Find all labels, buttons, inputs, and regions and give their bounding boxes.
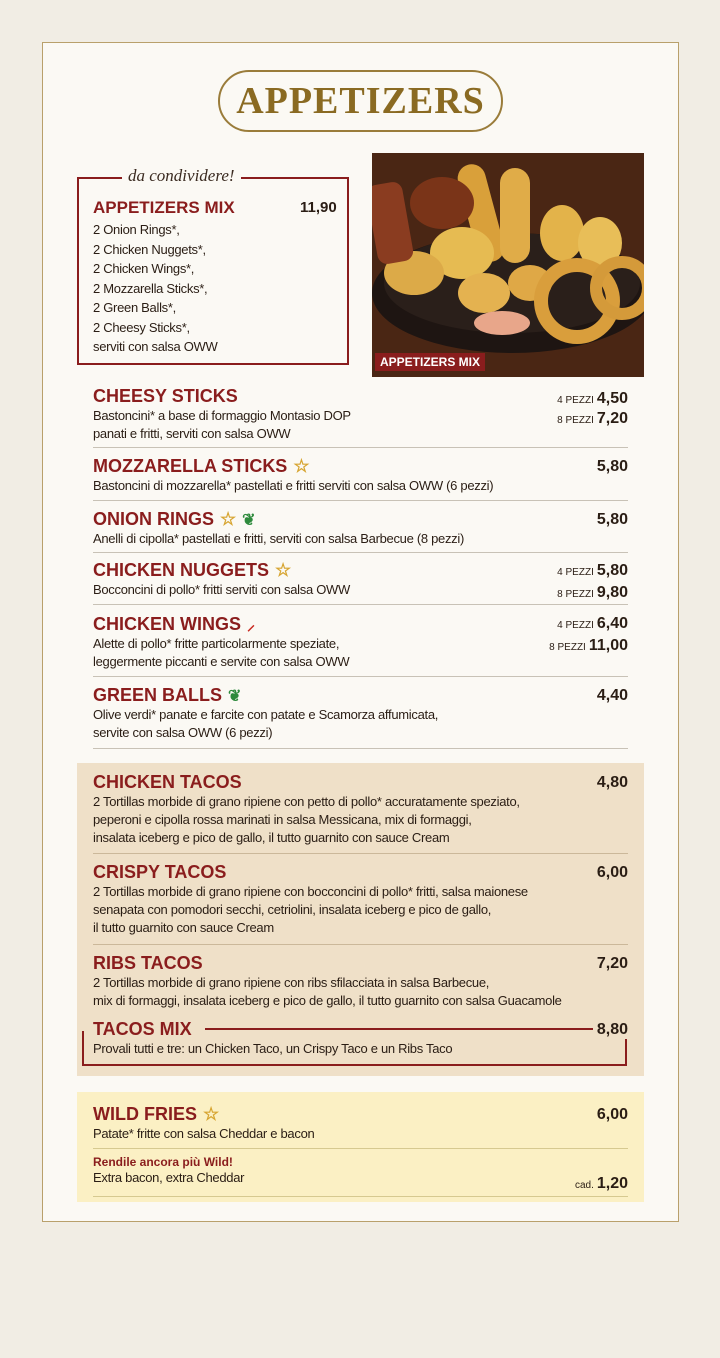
divider [93, 604, 628, 605]
divider [93, 944, 628, 945]
item-qty: 4 PEZZI [557, 620, 594, 631]
item-price: 6,00 [596, 864, 628, 881]
menu-item-cheesy-sticks [93, 386, 628, 443]
item-desc: Bocconcini di pollo* fritti serviti con salsa OWW [93, 582, 350, 597]
divider [93, 676, 628, 677]
mix-price: 11,90 [300, 199, 337, 216]
divider [93, 1148, 628, 1149]
divider [93, 552, 628, 553]
item-qty: 4 PEZZI [557, 395, 594, 406]
extras-desc: Extra bacon, extra Cheddar [93, 1170, 245, 1185]
item-desc: Alette di pollo* fritte particolarmente speziate, leggermente piccanti e servite con salsa OWW [93, 636, 350, 669]
star-icon: ☆ [203, 1104, 220, 1124]
item-price: 4,80 [596, 774, 628, 791]
menu-item-mozzarella-sticks [93, 456, 628, 495]
menu-item-ribs-tacos [93, 953, 628, 1010]
menu-item-chicken-nuggets [93, 560, 628, 599]
item-price: 6,00 [596, 1106, 628, 1123]
share-tag: da condividere! [122, 166, 241, 186]
mix-item: 2 Green Balls*, [93, 300, 176, 315]
item-name: CHICKEN WINGS [93, 613, 241, 634]
mix-item: 2 Chicken Wings*, [93, 261, 195, 276]
item-price: 6,40 [596, 615, 628, 632]
item-price: 11,00 [588, 637, 628, 654]
mix-item: 2 Mozzarella Sticks*, [93, 280, 208, 296]
item-desc: Bastoncini* a base di formaggio Montasio DOP panati e fritti, serviti con salsa OWW [93, 408, 351, 441]
divider [93, 748, 628, 749]
mix-item: 2 Onion Rings*, [93, 222, 180, 237]
star-icon: ☆ [293, 456, 310, 476]
menu-item-chicken-wings [93, 613, 628, 671]
item-qty: 8 PEZZI [549, 642, 586, 653]
item-price: 5,80 [596, 511, 628, 528]
item-price: 9,80 [596, 584, 628, 601]
item-name: WILD FRIES [93, 1104, 197, 1124]
item-desc: 2 Tortillas morbide di grano ripiene con ribs sfilacciata in salsa Barbecue, mix di formaggi, insalata iceberg e pico de gallo, il tutto guarnito con salsa Guacamole [93, 975, 562, 1008]
chili-pepper-icon: ⸝ [247, 617, 256, 634]
star-icon: ☆ [220, 509, 237, 529]
item-price: 7,20 [596, 410, 628, 427]
menu-item-onion-rings [93, 509, 628, 548]
item-name: CHICKEN TACOS [93, 772, 242, 792]
item-desc: 2 Tortillas morbide di grano ripiene con bocconcini di pollo* fritti, salsa maionese senapata con pomodori secchi, cetriolini, insalata iceberg e pico de gallo, il tutto guarnito con sauce Cream [93, 884, 528, 935]
divider [93, 1196, 628, 1197]
mix-item: 2 Cheesy Sticks*, [93, 319, 190, 335]
item-name: CRISPY TACOS [93, 862, 227, 882]
item-name: MOZZARELLA STICKS [93, 456, 288, 476]
extras-price: 1,20 [596, 1175, 628, 1192]
menu-item-wild-fries [93, 1104, 628, 1143]
item-price: 5,80 [596, 458, 628, 475]
item-name: GREEN BALLS [93, 685, 223, 705]
item-price: 7,20 [596, 955, 628, 972]
food-illustration [372, 153, 644, 377]
item-desc: 2 Tortillas morbide di grano ripiene con petto di pollo* accuratamente speziato, peperoni e cipolla rossa marinati in salsa Messicana, mix di formaggi, insalata iceberg e pico de gallo, il tutto guarnito con sauce Cream [93, 794, 520, 845]
item-desc: Patate* fritte con salsa Cheddar e bacon [93, 1126, 315, 1141]
star-icon: ☆ [275, 560, 292, 580]
item-name: TACOS MIX [93, 1019, 196, 1040]
item-qty: 8 PEZZI [557, 589, 594, 600]
mix-name: APPETIZERS MIX [93, 198, 235, 217]
divider [93, 447, 628, 448]
item-price: 4,40 [596, 687, 628, 704]
mix-item: serviti con salsa OWW [93, 339, 218, 354]
menu-item-green-balls [93, 685, 628, 742]
item-price: 4,50 [596, 390, 628, 407]
title-pill [218, 70, 503, 132]
item-desc: Provali tutti e tre: un Chicken Taco, un Crispy Taco e un Ribs Taco [93, 1041, 453, 1056]
divider [93, 853, 628, 854]
item-desc: Bastoncini di mozzarella* pastellati e fritti serviti con salsa OWW (6 pezzi) [93, 478, 494, 493]
item-desc: Olive verdi* panate e farcite con patate e Scamorza affumicata, servite con salsa OWW (6 pezzi) [93, 707, 439, 740]
photo-label: APPETIZERS MIX [375, 353, 485, 371]
page-title: APPETIZERS [236, 80, 485, 122]
leaf-icon: ❦ [242, 511, 256, 529]
item-name: ONION RINGS [93, 509, 215, 529]
menu-item-chicken-tacos [93, 772, 628, 847]
item-qty: 4 PEZZI [557, 567, 594, 578]
mix-list [93, 220, 217, 357]
extras-unit: cad. [574, 1180, 594, 1191]
item-price: 5,80 [596, 562, 628, 579]
item-name: CHEESY STICKS [93, 386, 238, 406]
extras-row [93, 1155, 628, 1192]
item-qty: 8 PEZZI [557, 415, 594, 426]
menu-item-crispy-tacos [93, 862, 628, 937]
item-name: RIBS TACOS [93, 953, 203, 973]
appetizers-photo [372, 153, 644, 377]
menu-item-tacos-mix [93, 1019, 628, 1058]
item-name: CHICKEN NUGGETS [93, 560, 270, 580]
item-price: 8,80 [596, 1021, 628, 1038]
extras-title: Rendile ancora più Wild! [93, 1155, 233, 1169]
mix-item: 2 Chicken Nuggets*, [93, 241, 206, 257]
leaf-icon: ❦ [228, 687, 242, 705]
item-desc: Anelli di cipolla* pastellati e fritti, serviti con salsa Barbecue (8 pezzi) [93, 531, 464, 546]
divider [93, 500, 628, 501]
